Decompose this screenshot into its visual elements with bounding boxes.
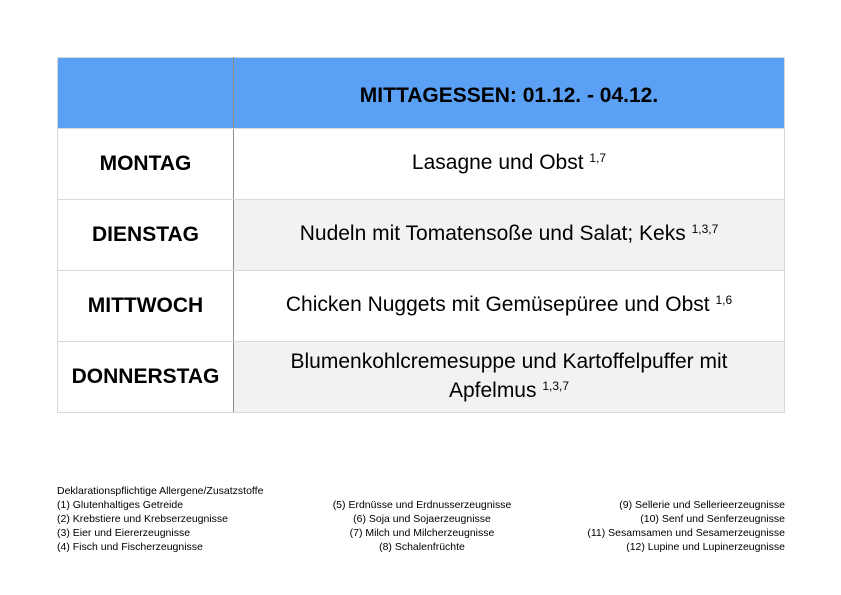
meal-text: Nudeln mit Tomatensoße und Salat; Keks	[299, 222, 686, 245]
table-row-tuesday	[58, 200, 785, 271]
day-cell	[58, 129, 234, 200]
legend-column-right	[587, 498, 785, 554]
day-cell	[58, 200, 234, 271]
legend-item: (8) Schalenfrüchte	[379, 541, 465, 553]
allergen-codes: 1,6	[715, 293, 733, 307]
meal-cell	[234, 271, 785, 342]
legend-column-left	[57, 498, 228, 554]
table-row-wednesday	[58, 271, 785, 342]
table-row-thursday	[58, 342, 785, 413]
legend-item: (11) Sesamsamen und Sesamerzeugnisse	[587, 527, 785, 539]
meal-text: Lasagne und Obst	[411, 151, 584, 174]
day-label: MONTAG	[99, 152, 192, 175]
legend-item: (7) Milch und Milcherzeugnisse	[349, 527, 495, 539]
meal-cell	[234, 129, 785, 200]
legend-item: (1) Glutenhaltiges Getreide	[57, 499, 184, 511]
meal-text: Blumenkohlcremesuppe und Kartoffelpuffer mit Apfelmus	[290, 349, 728, 402]
legend-item: (10) Senf und Senferzeugnisse	[640, 513, 785, 525]
legend-column-middle	[307, 498, 537, 554]
legend-item: (5) Erdnüsse und Erdnusserzeugnisse	[332, 499, 512, 511]
day-label: DIENSTAG	[92, 223, 199, 246]
table-row-monday	[58, 129, 785, 200]
meal-text: Chicken Nuggets mit Gemüsepüree und Obst	[285, 293, 710, 316]
meal-cell	[234, 200, 785, 271]
legend-item: (12) Lupine und Lupinerzeugnisse	[626, 541, 785, 553]
lunch-menu-table	[57, 57, 785, 413]
day-cell	[58, 342, 234, 413]
header-empty-cell	[58, 58, 234, 129]
menu-title: MITTAGESSEN: 01.12. - 04.12.	[359, 84, 659, 107]
legend-item: (9) Sellerie und Sellerieerzeugnisse	[619, 499, 785, 511]
header-title-cell	[234, 58, 785, 129]
legend-item: (3) Eier und Eiererzeugnisse	[57, 527, 191, 539]
day-cell	[58, 271, 234, 342]
legend-item: (4) Fisch und Fischerzeugnisse	[57, 541, 203, 553]
allergen-codes: 1,3,7	[542, 378, 570, 393]
legend-item: (2) Krebstiere und Krebserzeugnisse	[57, 513, 229, 525]
meal-cell	[234, 342, 785, 413]
allergen-codes: 1,7	[589, 151, 607, 165]
legend-title: Deklarationspflichtige Allergene/Zusatzstoffe	[57, 485, 264, 497]
allergen-codes: 1,3,7	[691, 222, 719, 236]
day-label: DONNERSTAG	[71, 365, 220, 388]
legend-item: (6) Soja und Sojaerzeugnisse	[353, 513, 491, 525]
day-label: MITTWOCH	[87, 294, 204, 317]
table-header-row	[58, 58, 785, 129]
